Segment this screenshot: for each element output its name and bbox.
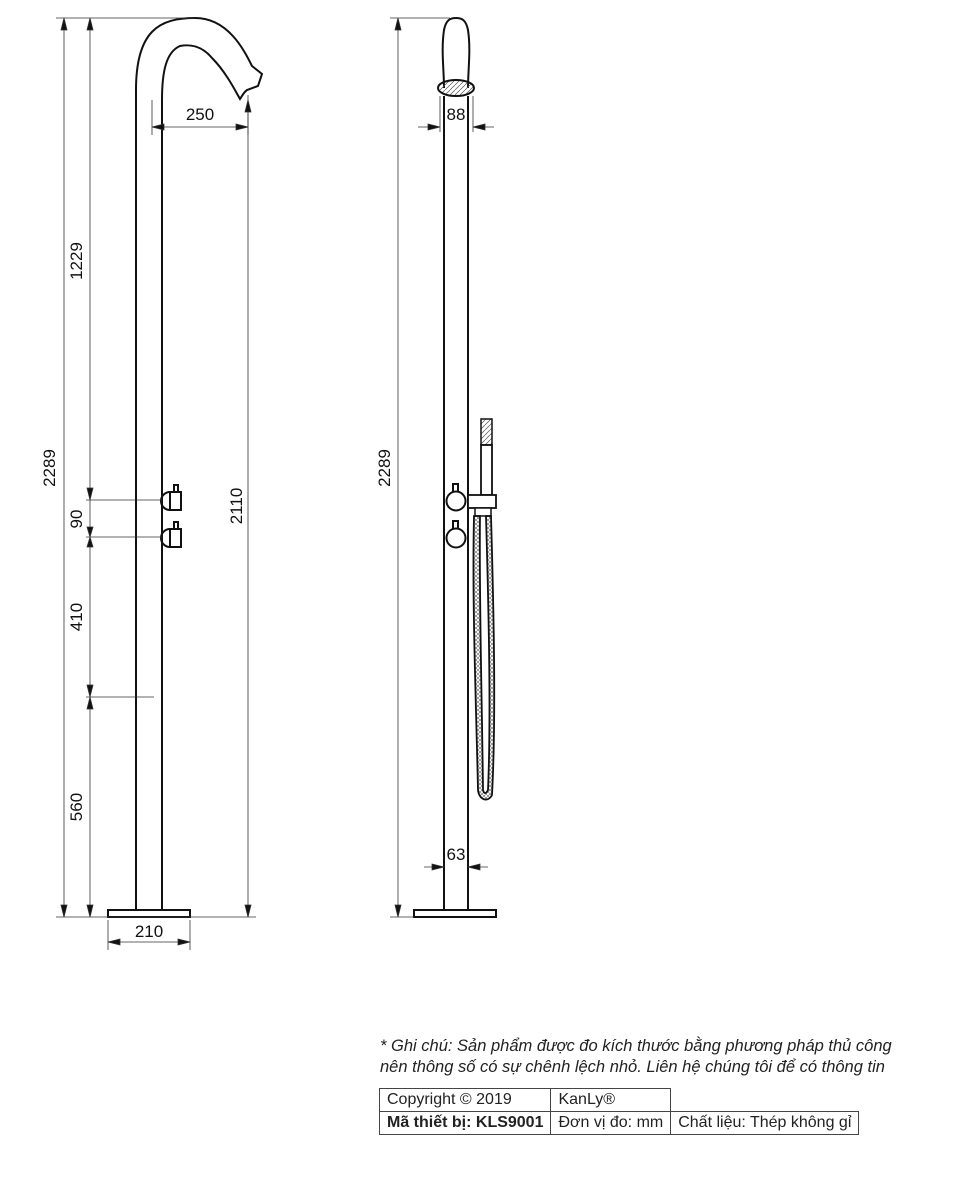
front-view	[108, 18, 262, 917]
empty-cell	[671, 1089, 859, 1112]
side-shower-face	[438, 80, 474, 96]
note-line-1: * Ghi chú: Sản phẩm được đo kích thước bằng phương pháp thủ công	[380, 1037, 892, 1055]
hand-shower-handle	[481, 445, 492, 495]
dim-column-diameter: 63	[446, 845, 466, 864]
hand-shower-holder	[468, 495, 496, 508]
model-cell: Mã thiết bị: KLS9001	[380, 1112, 551, 1135]
side-base-plate	[414, 910, 496, 917]
dim-spout-reach: 250	[185, 105, 215, 124]
note-line-2: nên thông số có sự chênh lệch nhỏ. Liên hệ chúng tôi để có thông tin	[380, 1058, 885, 1076]
dim-head-diameter: 88	[446, 105, 466, 124]
dim-base-width: 210	[134, 922, 164, 941]
measurement-note	[380, 1036, 940, 1078]
dim-valve-section: 410	[67, 602, 86, 632]
hand-shower-head	[481, 419, 492, 445]
brand-cell: KanLy®	[551, 1089, 671, 1112]
front-column	[136, 18, 262, 910]
front-valve-lower	[161, 522, 181, 547]
side-spout-head	[443, 18, 470, 88]
side-valve-upper	[447, 484, 466, 511]
side-valve-lower	[447, 521, 466, 548]
dim-upper-height: 1229	[67, 242, 86, 280]
dim-front-total-height: 2289	[40, 449, 59, 487]
unit-cell: Đơn vị đo: mm	[551, 1112, 671, 1135]
shower-hose	[473, 516, 494, 800]
dim-side-total-height: 2289	[375, 449, 394, 487]
title-block-row-2	[380, 1112, 859, 1135]
front-valve-upper	[161, 485, 181, 510]
copyright-cell: Copyright © 2019	[380, 1089, 551, 1112]
dim-valve-spacing: 90	[67, 509, 86, 529]
dim-spout-height: 2110	[227, 487, 246, 525]
side-view	[414, 18, 496, 917]
front-dimension-labels	[40, 105, 246, 941]
title-block-table	[379, 1088, 859, 1135]
dim-base-section: 560	[67, 792, 86, 822]
front-base-plate	[108, 910, 190, 917]
hand-shower-connector	[475, 508, 491, 516]
title-block-row-1	[380, 1089, 859, 1112]
material-cell: Chất liệu: Thép không gỉ	[671, 1112, 859, 1135]
front-dimension-lines	[56, 18, 256, 950]
side-dimension-labels	[375, 105, 465, 864]
